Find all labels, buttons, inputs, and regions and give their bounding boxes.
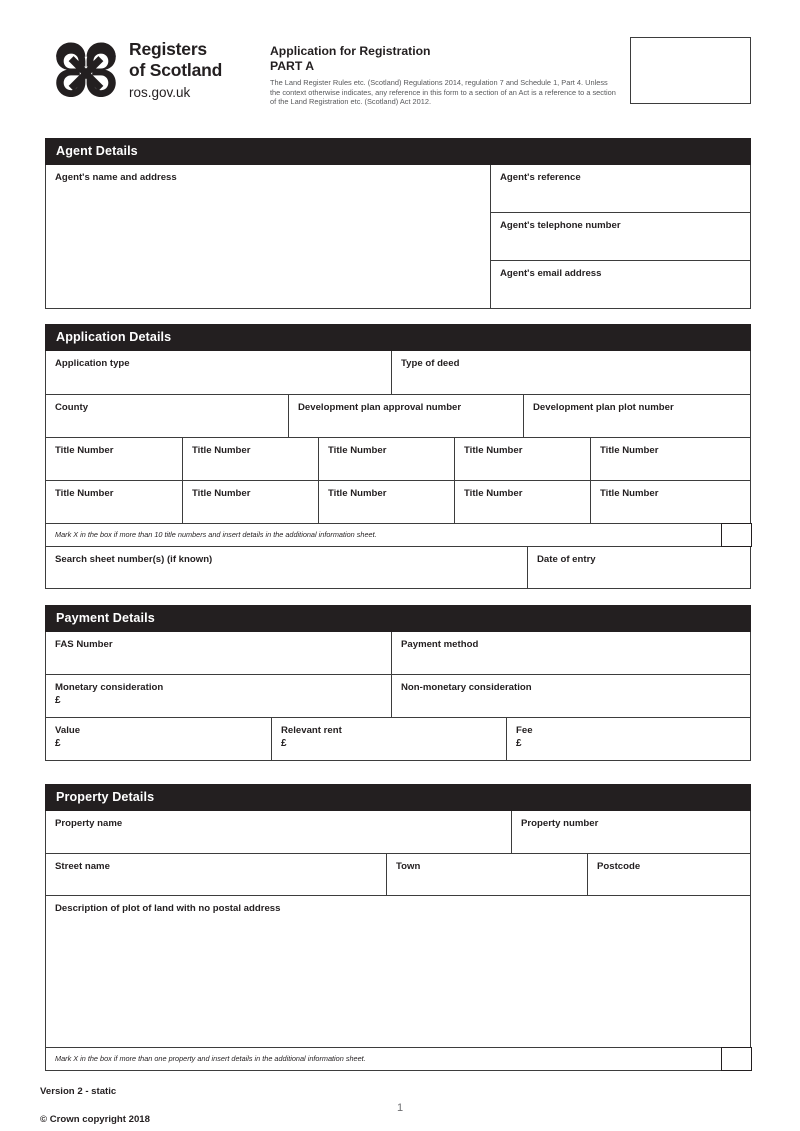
page-title: Application for Registration [270, 44, 431, 58]
field-property-number[interactable] [511, 811, 750, 853]
payment-row-3 [46, 717, 750, 760]
payment-row-2 [46, 674, 750, 717]
legal-reference-note: The Land Register Rules etc. (Scotland) Regulations 2014, regulation 7 and Schedule 1, Part 4. Unless the context otherwise indicates, any reference in this form to a section of an Act is a reference to a section of the Land Registration etc. (Scotland) Act 2012. [270, 78, 616, 107]
field-title-number[interactable] [454, 438, 590, 480]
currency-symbol: £ [55, 695, 61, 706]
page-number: 1 [396, 1102, 404, 1114]
more-than-one-property-checkbox[interactable] [721, 1047, 752, 1072]
field-label: Relevant rent [281, 725, 342, 736]
field-town[interactable] [386, 854, 587, 895]
application-details-heading: Application Details [45, 324, 751, 351]
field-title-number[interactable] [46, 438, 182, 480]
property-name-row [46, 811, 750, 853]
field-title-number[interactable] [590, 481, 750, 523]
field-label: Title Number [55, 445, 114, 456]
field-fas-number[interactable] [46, 632, 391, 674]
field-label: Street name [55, 861, 110, 872]
field-title-number[interactable] [318, 481, 454, 523]
field-label: Development plan plot number [533, 402, 674, 413]
field-monetary-consideration[interactable] [46, 675, 391, 717]
field-label: Property number [521, 818, 599, 829]
field-label: Search sheet number(s) (if known) [55, 554, 213, 565]
field-label: FAS Number [55, 639, 113, 650]
form-version: Version 2 - static [40, 1086, 117, 1097]
document-title-block [270, 44, 620, 107]
organisation-logo [55, 38, 222, 102]
field-label: Title Number [464, 445, 523, 456]
field-label: Development plan approval number [298, 402, 462, 413]
registers-of-scotland-knot-logo-icon [55, 40, 117, 102]
agent-contact-column [490, 165, 750, 308]
field-agent-reference[interactable] [491, 165, 750, 212]
plot-description-row [46, 895, 750, 1047]
form-part-label: PART A [270, 59, 315, 73]
field-development-plan-approval-number[interactable] [288, 395, 523, 437]
street-row [46, 853, 750, 895]
field-title-number[interactable] [182, 438, 318, 480]
field-label: Application type [55, 358, 130, 369]
field-label: Description of plot of land with no postal address [55, 903, 281, 914]
application-type-row [46, 351, 750, 394]
more-than-one-property-note [46, 1048, 721, 1070]
organisation-website: ros.gov.uk [129, 85, 191, 100]
field-label: Payment method [401, 639, 479, 650]
field-agent-name-address[interactable] [46, 165, 490, 308]
field-payment-method[interactable] [391, 632, 750, 674]
field-label: Title Number [328, 488, 387, 499]
field-property-name[interactable] [46, 811, 511, 853]
more-than-ten-titles-checkbox[interactable] [721, 523, 752, 548]
field-label: Value [55, 725, 81, 736]
field-label: Agent's name and address [55, 172, 177, 183]
field-label: Monetary consideration [55, 682, 164, 693]
title-number-row-2 [46, 480, 750, 523]
field-application-type[interactable] [46, 351, 391, 394]
search-sheet-row [46, 546, 750, 588]
field-title-number[interactable] [318, 438, 454, 480]
field-non-monetary-consideration[interactable] [391, 675, 750, 717]
field-county[interactable] [46, 395, 288, 437]
field-street-name[interactable] [46, 854, 386, 895]
more-than-ten-titles-row [46, 523, 750, 546]
field-label: Title Number [464, 488, 523, 499]
currency-symbol: £ [516, 738, 522, 749]
official-use-box[interactable] [630, 37, 751, 104]
field-label: Title Number [328, 445, 387, 456]
organisation-name [129, 38, 222, 102]
section-agent-details [45, 138, 751, 309]
field-title-number[interactable] [182, 481, 318, 523]
currency-symbol: £ [55, 738, 61, 749]
copyright-notice: © Crown copyright 2018 [40, 1114, 150, 1125]
section-payment-details [45, 605, 751, 761]
note-text: Mark X in the box if more than one property and insert details in the additional information sheet. [55, 1054, 366, 1063]
field-label: Postcode [597, 861, 641, 872]
section-application-details [45, 324, 751, 589]
field-search-sheet-number[interactable] [46, 547, 527, 588]
field-development-plan-plot-number[interactable] [523, 395, 750, 437]
currency-symbol: £ [281, 738, 287, 749]
application-details-grid [45, 351, 751, 589]
property-details-grid [45, 811, 751, 1071]
field-label: Property name [55, 818, 123, 829]
section-property-details [45, 784, 751, 1071]
logo-line-2: of Scotland [129, 60, 223, 80]
more-than-ten-titles-note [46, 524, 721, 546]
payment-details-heading: Payment Details [45, 605, 751, 632]
field-label: Title Number [192, 488, 251, 499]
field-label: Title Number [600, 488, 659, 499]
field-label: Title Number [55, 488, 114, 499]
field-type-of-deed[interactable] [391, 351, 750, 394]
field-title-number[interactable] [46, 481, 182, 523]
field-relevant-rent[interactable] [271, 718, 506, 760]
field-label: Title Number [192, 445, 251, 456]
field-agent-telephone[interactable] [491, 212, 750, 260]
field-label: Non-monetary consideration [401, 682, 532, 693]
agent-details-heading: Agent Details [45, 138, 751, 165]
payment-details-grid [45, 632, 751, 761]
field-value[interactable] [46, 718, 271, 760]
field-label: Date of entry [537, 554, 596, 565]
field-label: Type of deed [401, 358, 460, 369]
document-header [45, 32, 755, 127]
development-plan-row [46, 394, 750, 437]
field-label: Agent's telephone number [500, 220, 621, 231]
field-fee[interactable] [506, 718, 750, 760]
field-postcode[interactable] [587, 854, 750, 895]
field-title-number[interactable] [590, 438, 750, 480]
field-date-of-entry[interactable] [527, 547, 750, 588]
field-agent-email[interactable] [491, 260, 750, 308]
title-number-row-1 [46, 437, 750, 480]
note-text: Mark X in the box if more than 10 title numbers and insert details in the additional information sheet. [55, 530, 377, 539]
agent-details-row [46, 165, 750, 308]
property-details-heading: Property Details [45, 784, 751, 811]
field-plot-description[interactable] [46, 896, 750, 1047]
field-label: Town [396, 861, 421, 872]
more-than-one-property-row [46, 1047, 750, 1070]
field-label: Agent's email address [500, 268, 602, 279]
field-title-number[interactable] [454, 481, 590, 523]
field-label: Fee [516, 725, 533, 736]
field-label: Title Number [600, 445, 659, 456]
field-label: Agent's reference [500, 172, 581, 183]
agent-details-grid [45, 165, 751, 309]
field-label: County [55, 402, 89, 413]
logo-line-1: Registers [129, 39, 207, 59]
payment-row-1 [46, 632, 750, 674]
